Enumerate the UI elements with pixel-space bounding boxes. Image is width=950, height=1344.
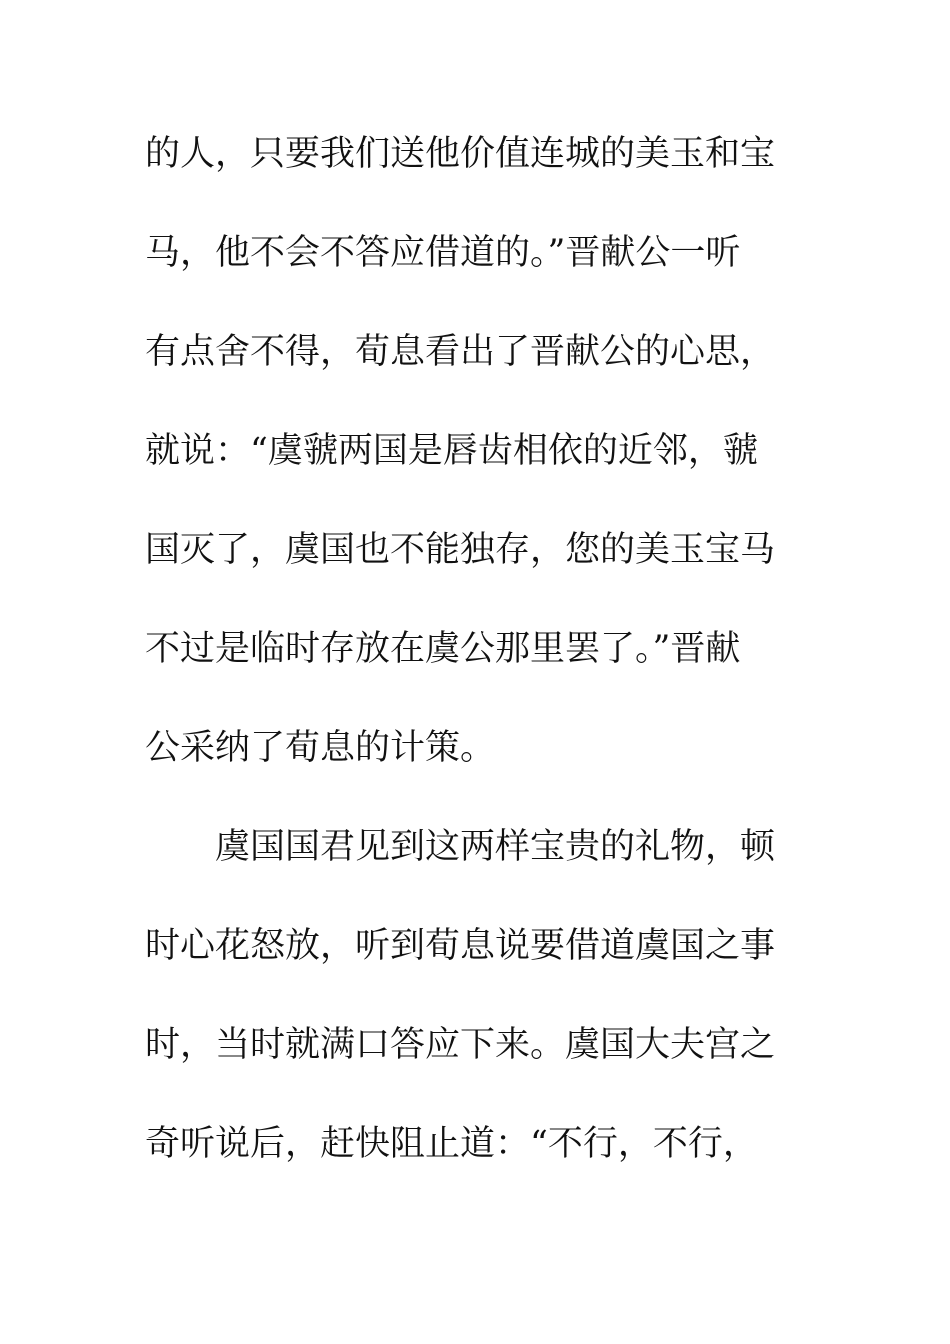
text-line: 公采纳了荀息的计策。: [145, 728, 496, 768]
document-text-body: [145, 126, 810, 1215]
text-line: 国灭了，虞国也不能独存，您的美玉宝马: [145, 530, 776, 570]
text-line: 时，当时就满口答应下来。虞国大夫宫之: [145, 1025, 776, 1065]
text-line: 时心花怒放，听到荀息说要借道虞国之事: [145, 926, 776, 966]
text-line: 奇听说后，赶快阻止道：“不行，不行，: [145, 1124, 758, 1164]
text-line: 有点舍不得，荀息看出了晋献公的心思，: [145, 332, 776, 372]
text-line: 就说：“虞虢两国是唇齿相依的近邻，虢: [145, 431, 758, 471]
text-line: 马，他不会不答应借道的。”晋献公一听: [145, 233, 741, 273]
text-line: 不过是临时存放在虞公那里罢了。”晋献: [145, 629, 741, 669]
paragraph-first-line: 虞国国君见到这两样宝贵的礼物，顿: [215, 827, 776, 867]
text-line: 的人，只要我们送他价值连城的美玉和宝: [145, 134, 776, 174]
